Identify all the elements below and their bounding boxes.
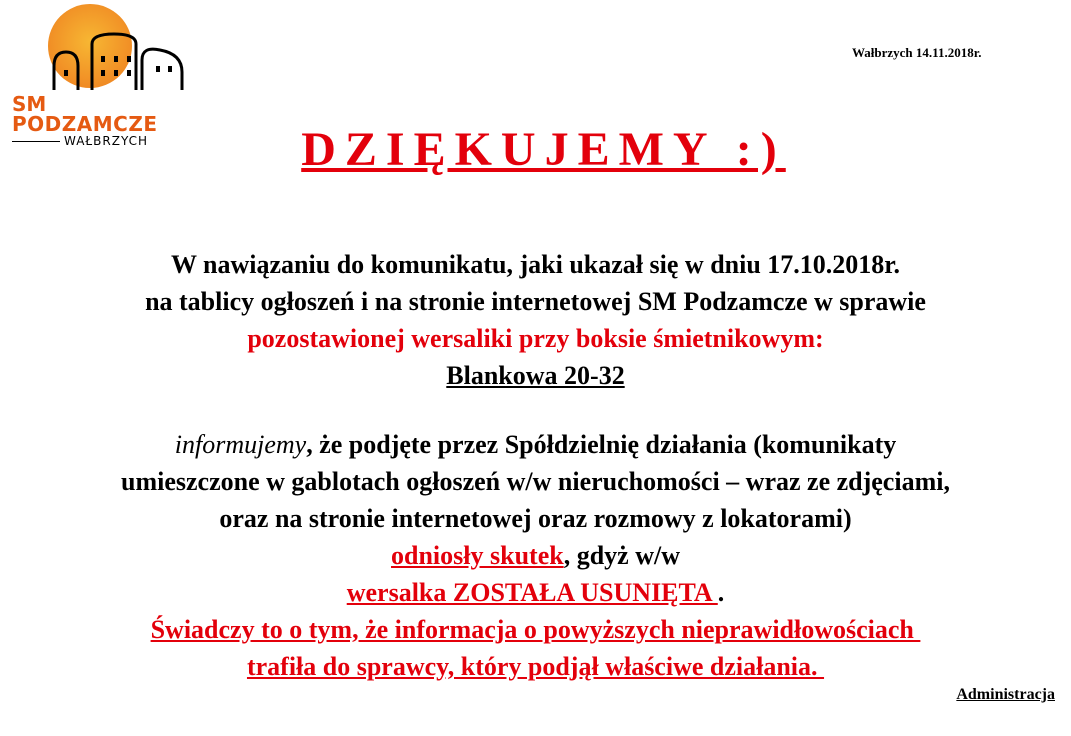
body-paragraph [0,426,1071,685]
body-line-5 [0,574,1071,611]
intro-line-1: W nawiązaniu do komunikatu, jaki ukazał się w dniu 17.10.2018r. [171,250,900,279]
headline [0,122,1071,177]
body-line-4 [0,537,1071,574]
address-text: Blankowa 20-32 [446,361,625,390]
intro-line-3: pozostawionej wersaliki przy boksie śmietnikowym: [247,324,824,353]
signature: Administracja [956,686,1055,703]
intro-line-2: na tablicy ogłoszeń i na stronie internetowej SM Podzamcze w sprawie [145,287,926,316]
body-result-red: odniosły skutek [391,541,564,570]
body-line-5-rest: . [717,578,725,607]
body-line-6: Świadczy to o tym, że informacja o powyższych nieprawidłowościach [150,615,921,644]
body-lead-italic: informujemy [174,430,307,459]
headline-text: DZIĘKUJEMY :) [301,123,786,176]
body-line-3: oraz na stronie internetowej oraz rozmowy z lokatorami) [219,504,852,533]
logo-city-text: WAŁBRZYCH [64,134,149,148]
body-removed-red: wersalka ZOSTAŁA USUNIĘTA [346,578,718,607]
body-line-1 [0,426,1071,463]
logo-name-text: PODZAMCZE [12,112,158,136]
logo-sm-text: SM [12,92,47,116]
body-line-4-rest: , gdyż w/w [563,541,680,570]
body-line-2: umieszczone w gablotach ogłoszeń w/w nieruchomości – wraz ze zdjęciami, [121,467,950,496]
body-line-1-rest: , że podjęte przez Spółdzielnię działania (komunikaty [306,430,897,459]
intro-paragraph [0,246,1071,394]
document-date: Wałbrzych 14.11.2018r. [852,45,982,60]
body-line-7: trafiła do sprawcy, który podjął właściwe działania. [246,652,825,681]
